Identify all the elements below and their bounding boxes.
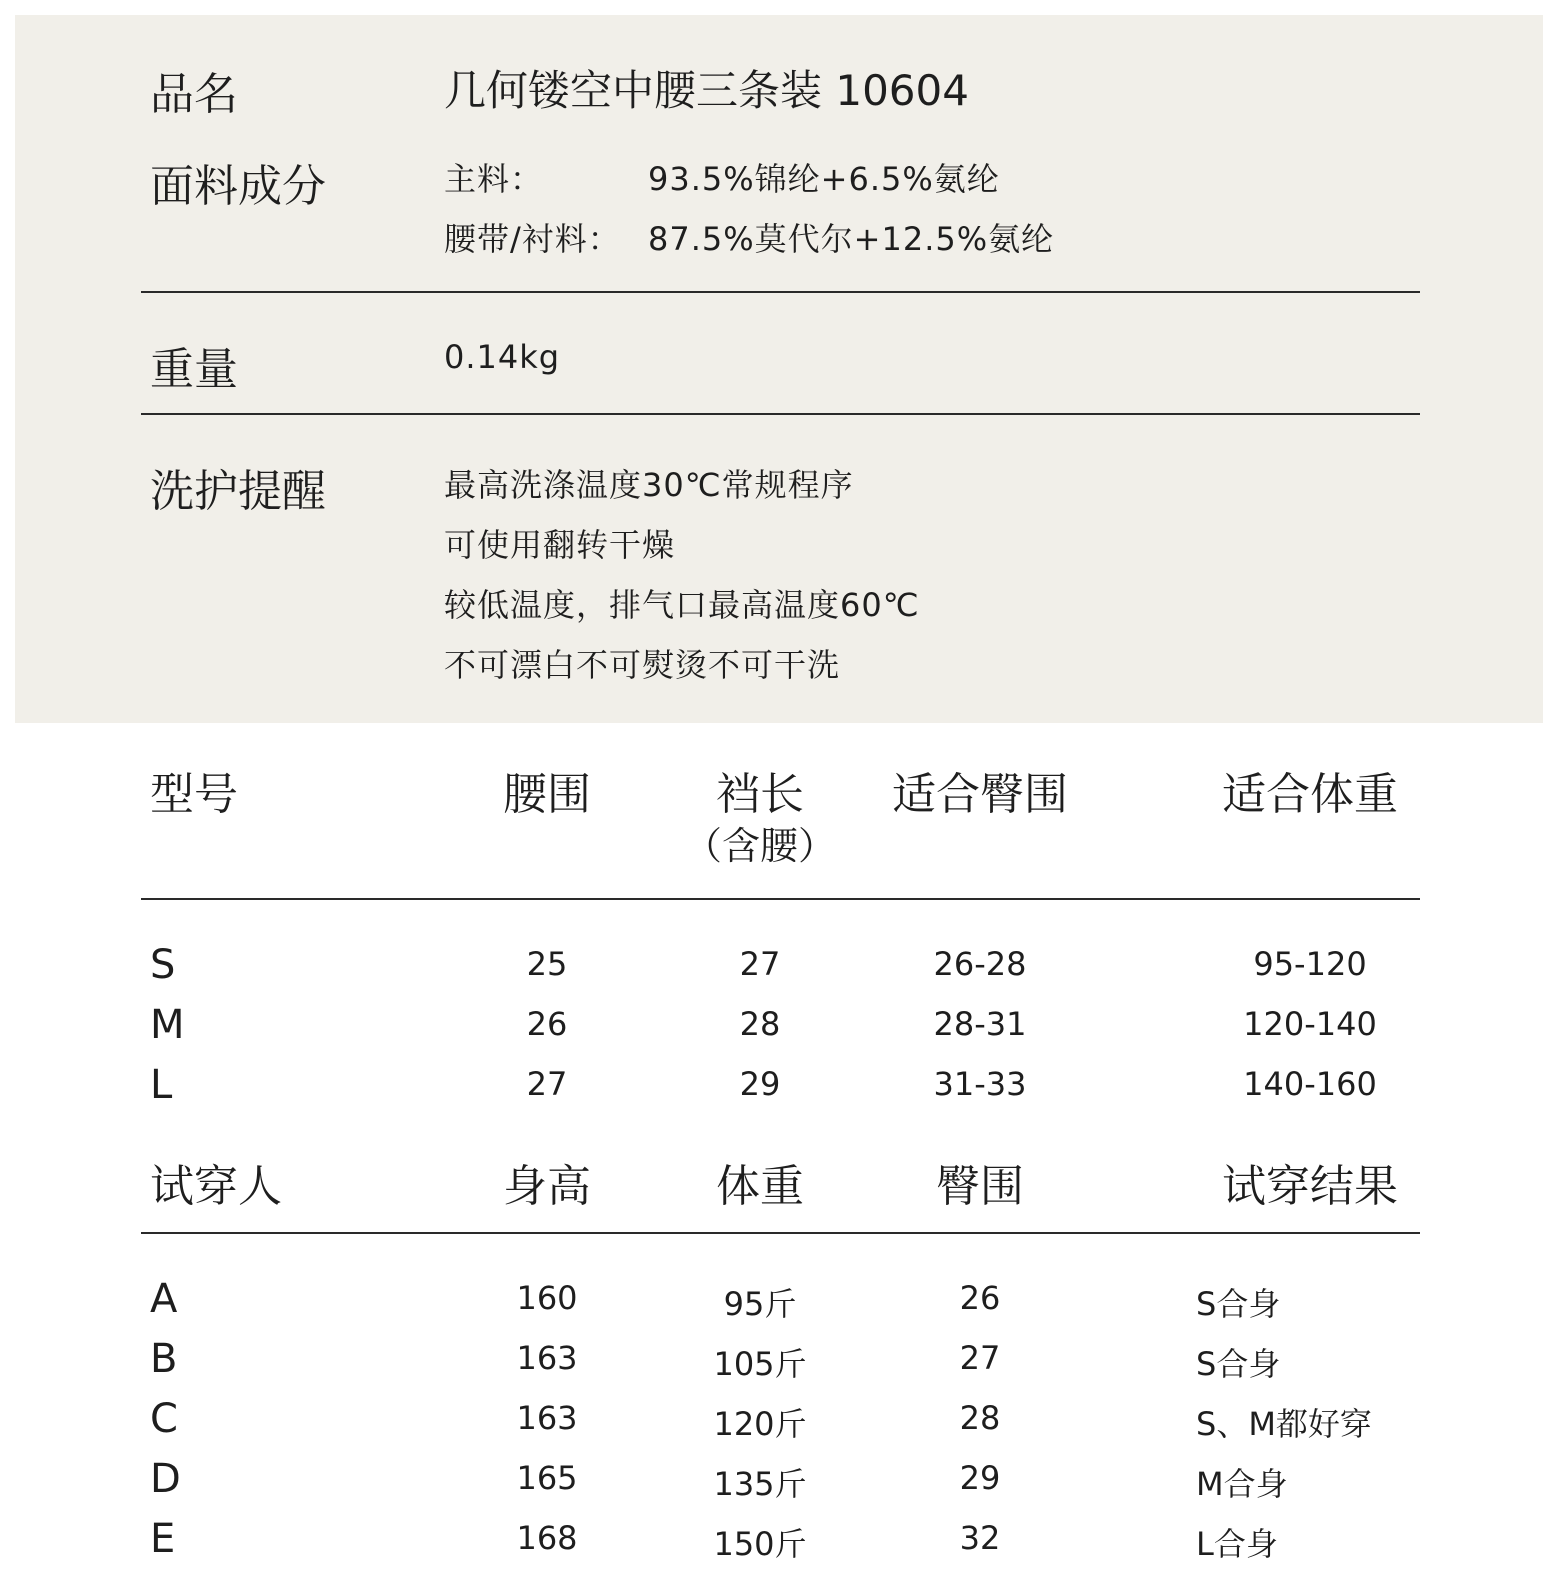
fit-cell: 29	[959, 1459, 1001, 1497]
fit-cell: 120斤	[713, 1405, 807, 1443]
fit-cell: 135斤	[713, 1465, 807, 1503]
size-cell: M	[150, 1002, 185, 1048]
weight-label: 重量	[150, 344, 238, 395]
size-cell: 26-28	[933, 945, 1027, 983]
divider	[141, 1232, 1420, 1234]
divider	[141, 291, 1420, 293]
fabric-label: 面料成分	[150, 161, 326, 212]
size-header-waist: 腰围	[503, 769, 591, 820]
care-line: 较低温度，排气口最高温度60℃	[444, 586, 920, 624]
divider	[141, 413, 1420, 415]
care-line: 可使用翻转干燥	[444, 526, 676, 564]
fit-cell: M合身	[1196, 1465, 1288, 1503]
fit-cell: 32	[959, 1519, 1001, 1557]
fit-header-weight: 体重	[716, 1161, 804, 1212]
size-header-weight: 适合体重	[1222, 769, 1398, 820]
size-cell: 120-140	[1243, 1005, 1377, 1043]
size-cell: 28-31	[933, 1005, 1027, 1043]
size-cell: 140-160	[1243, 1065, 1377, 1103]
size-cell: 27	[526, 1065, 568, 1103]
fit-cell: 28	[959, 1399, 1001, 1437]
size-cell: 31-33	[933, 1065, 1027, 1103]
care-label: 洗护提醒	[150, 466, 326, 517]
product-name-value: 几何镂空中腰三条装 10604	[444, 66, 969, 115]
size-header-hip: 适合臀围	[892, 769, 1068, 820]
fabric-lining-composition: 87.5%莫代尔+12.5%氨纶	[648, 220, 1055, 258]
fit-cell: S合身	[1196, 1285, 1281, 1323]
fit-header-height: 身高	[503, 1161, 591, 1212]
weight-value: 0.14kg	[444, 338, 561, 376]
fit-header-hip: 臀围	[936, 1161, 1024, 1212]
size-cell: 95-120	[1253, 945, 1367, 983]
fit-header-tester: 试穿人	[150, 1161, 282, 1212]
fit-cell: S、M都好穿	[1196, 1405, 1372, 1443]
size-header-model: 型号	[150, 769, 238, 820]
size-cell: S	[150, 942, 176, 988]
size-cell: L	[150, 1062, 173, 1108]
fit-cell: B	[150, 1336, 178, 1382]
fabric-main-part: 主料：	[444, 160, 544, 198]
fit-cell: 95斤	[723, 1285, 797, 1323]
size-header-rise: 裆长	[716, 769, 804, 820]
size-header-rise-note: （含腰）	[683, 824, 836, 868]
size-cell: 29	[739, 1065, 781, 1103]
fit-cell: 150斤	[713, 1525, 807, 1563]
fit-cell: 105斤	[713, 1345, 807, 1383]
fit-cell: 27	[959, 1339, 1001, 1377]
fit-cell: 168	[516, 1519, 578, 1557]
fit-cell: 165	[516, 1459, 578, 1497]
fabric-lining-part: 腰带/衬料：	[444, 220, 621, 258]
fit-cell: L合身	[1196, 1525, 1278, 1563]
care-line: 不可漂白不可熨烫不可干洗	[444, 646, 841, 684]
size-cell: 25	[526, 945, 568, 983]
divider	[141, 898, 1420, 900]
fit-cell: D	[150, 1456, 181, 1502]
fit-header-result: 试穿结果	[1222, 1161, 1398, 1212]
fit-cell: 160	[516, 1279, 578, 1317]
size-cell: 28	[739, 1005, 781, 1043]
fit-cell: C	[150, 1396, 178, 1442]
product-name-label: 品名	[150, 69, 238, 120]
size-cell: 27	[739, 945, 781, 983]
care-line: 最高洗涤温度30℃常规程序	[444, 466, 854, 504]
size-cell: 26	[526, 1005, 568, 1043]
fit-cell: 163	[516, 1399, 578, 1437]
fabric-main-composition: 93.5%锦纶+6.5%氨纶	[648, 160, 1000, 198]
fit-cell: A	[150, 1276, 178, 1322]
fit-cell: 163	[516, 1339, 578, 1377]
fit-cell: S合身	[1196, 1345, 1281, 1383]
fit-cell: 26	[959, 1279, 1001, 1317]
fit-cell: E	[150, 1516, 176, 1562]
